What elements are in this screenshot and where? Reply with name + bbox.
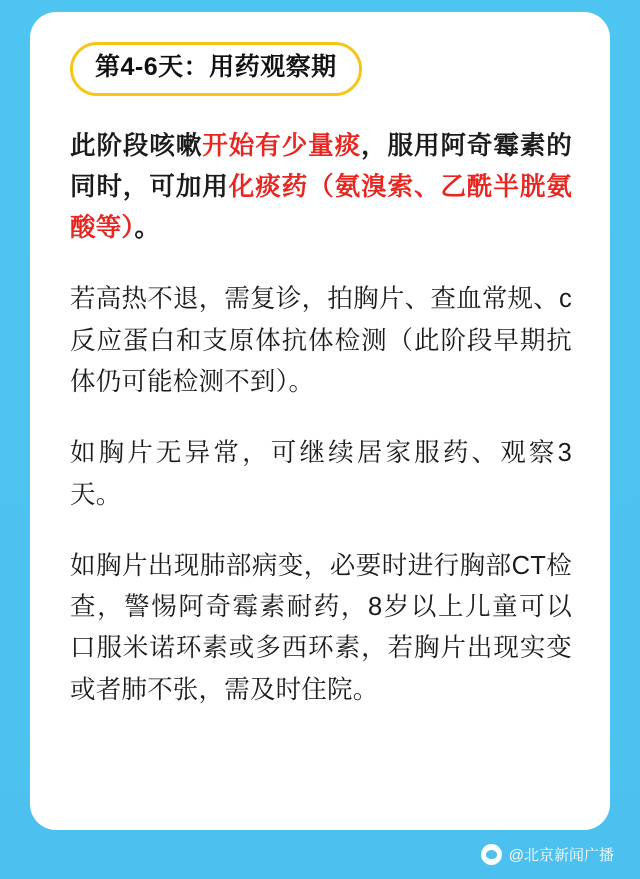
paragraph-4 bbox=[70, 546, 572, 711]
weibo-eye-icon bbox=[481, 844, 502, 865]
card-inner bbox=[30, 12, 610, 731]
highlighted-text: 开始有少量痰 bbox=[202, 131, 362, 160]
highlighted-text: 化痰药（氨溴索、乙酰半胱氨酸等） bbox=[70, 172, 572, 243]
paragraph-3 bbox=[70, 433, 572, 516]
plain-text: 。 bbox=[134, 214, 161, 243]
plain-text: 如胸片出现肺部病变，必要时进行胸部CT检查，警惕阿奇霉素耐药，8岁以上儿童可以口服米诺环素或多西环素，若胸片出现实变或者肺不张，需及时住院。 bbox=[70, 551, 572, 704]
plain-text: 此阶段咳嗽 bbox=[70, 131, 203, 160]
watermark-label: @北京新闻广播 bbox=[508, 847, 614, 864]
paragraph-2 bbox=[70, 279, 572, 403]
content-card bbox=[30, 12, 610, 830]
footer-watermark bbox=[0, 830, 640, 879]
plain-text: 若高热不退，需复诊，拍胸片、查血常规、c反应蛋白和支原体抗体检测（此阶段早期抗体仍可能检测不到）。 bbox=[70, 285, 572, 396]
paragraph-1 bbox=[70, 126, 572, 250]
plain-text: ，服用阿奇霉素的同时，可加用 bbox=[70, 131, 572, 201]
weibo-mark bbox=[481, 844, 614, 865]
plain-text: 如胸片无异常，可继续居家服药、观察3天。 bbox=[70, 439, 572, 509]
section-badge: 第4-6天：用药观察期 bbox=[70, 42, 362, 96]
body-text bbox=[70, 126, 572, 712]
